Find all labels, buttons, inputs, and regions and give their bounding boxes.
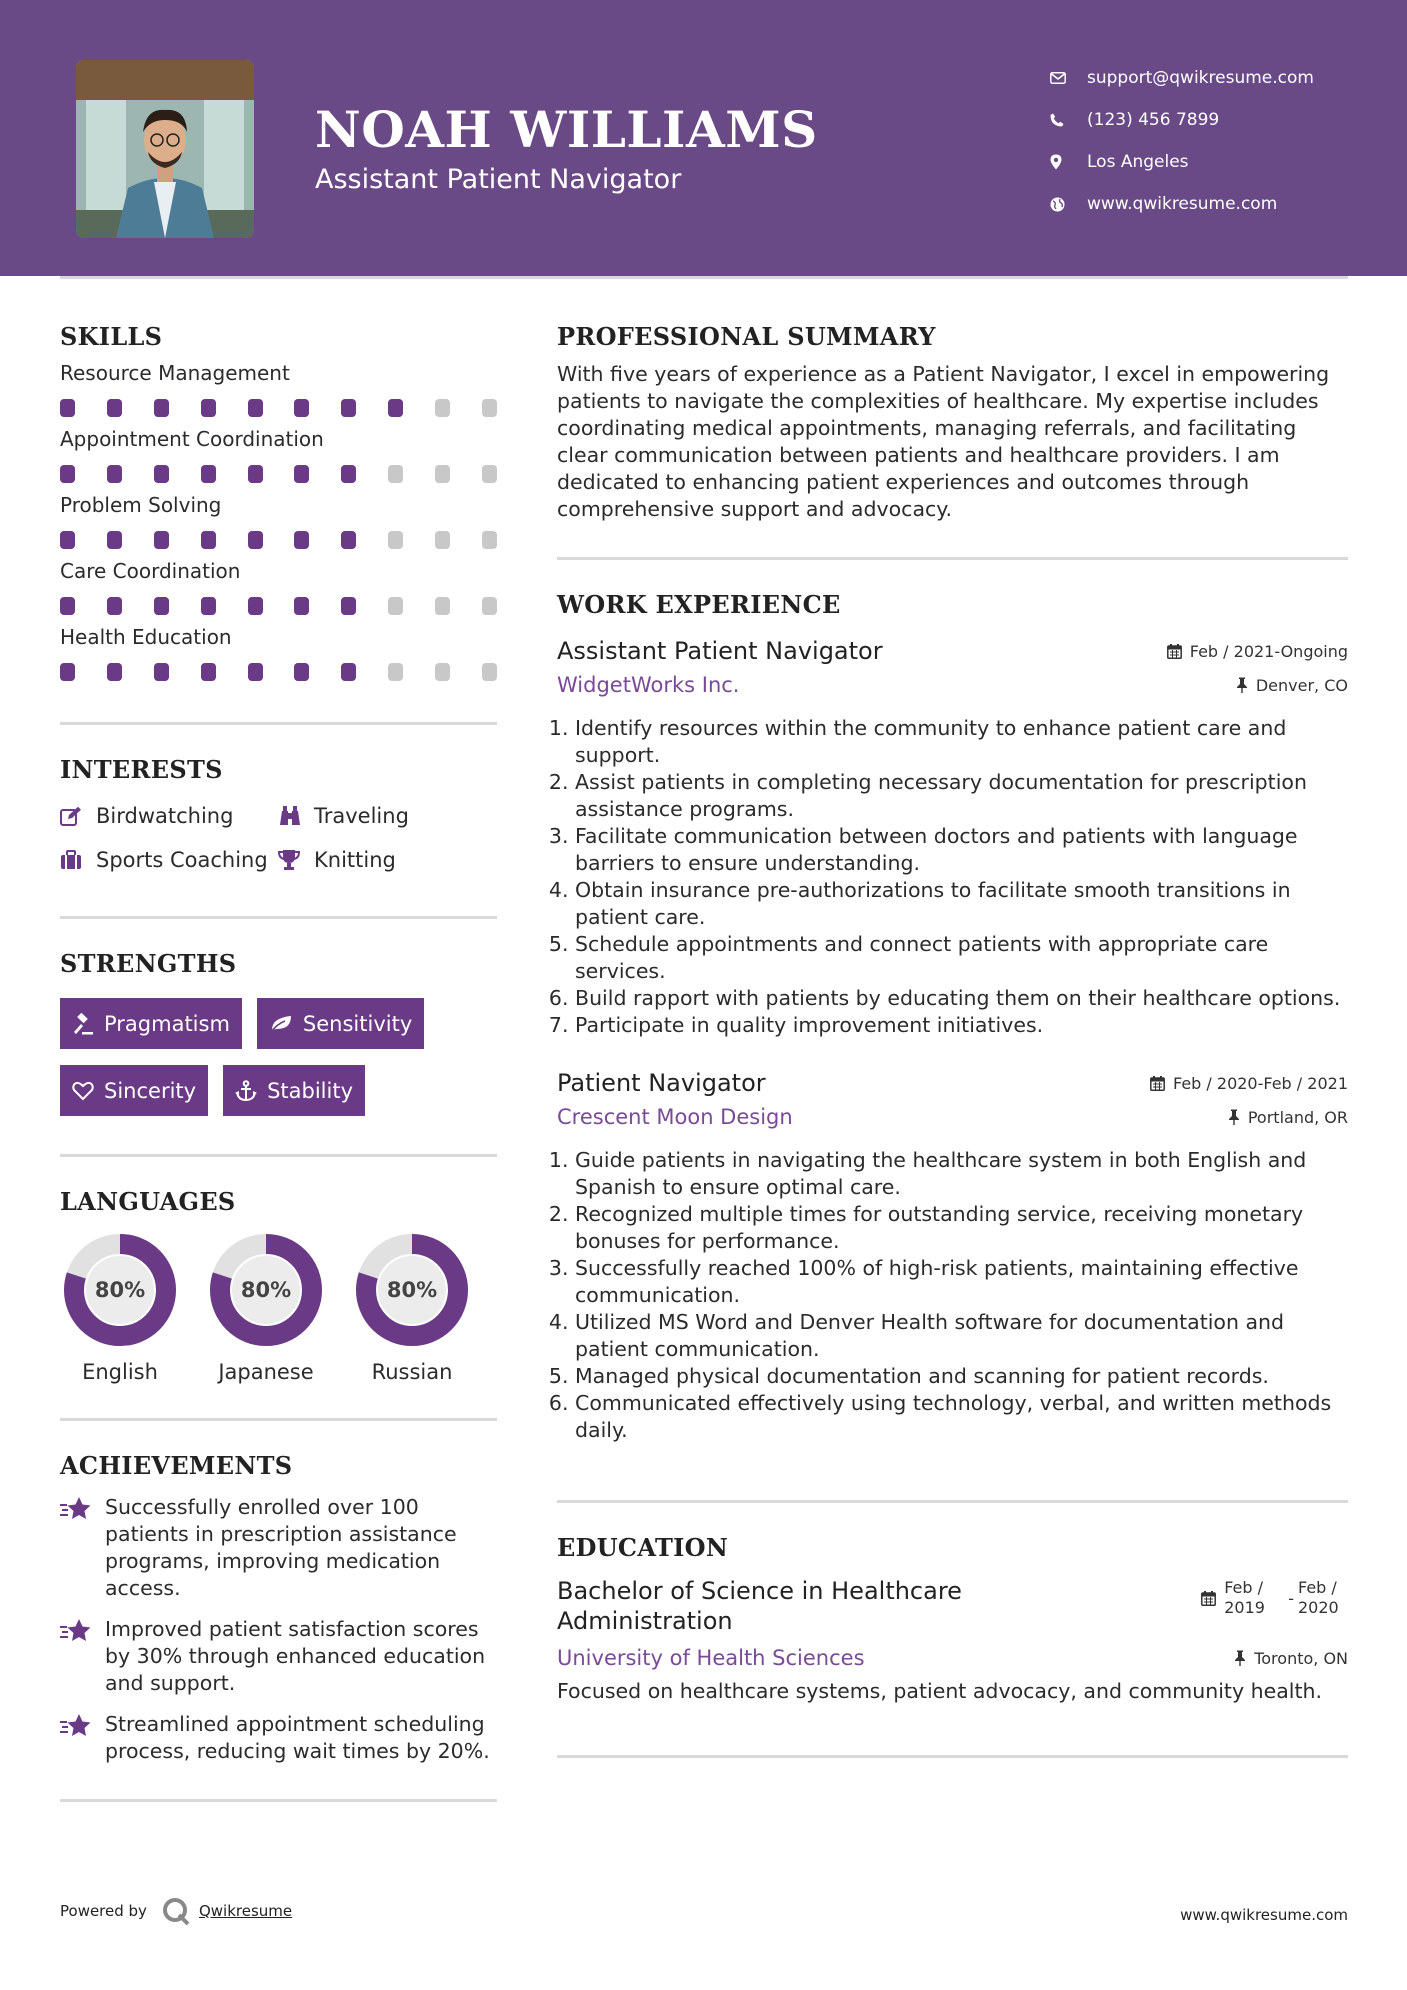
rating-dot-empty — [482, 465, 497, 483]
interest-item — [60, 804, 278, 828]
rating-dot-filled — [201, 663, 216, 681]
skill-rating — [60, 399, 497, 417]
leaf-icon — [269, 1014, 293, 1034]
job-entry — [557, 1069, 1348, 1444]
qwikresume-link[interactable]: Qwikresume — [198, 1902, 293, 1920]
rating-dot-filled — [107, 531, 122, 549]
skill-name: Problem Solving — [60, 493, 222, 517]
gavel-icon — [72, 1013, 94, 1035]
rating-dot-filled — [388, 399, 403, 417]
language-name: Russian — [371, 1360, 453, 1384]
pushpin-icon — [1228, 1109, 1240, 1125]
rating-dot-filled — [294, 399, 309, 417]
summary-title: PROFESSIONAL SUMMARY — [557, 322, 936, 351]
section-divider — [60, 1418, 497, 1421]
date-separator: - — [1288, 1588, 1294, 1608]
education-end: Feb / 2020 — [1298, 1578, 1339, 1617]
heart-icon — [72, 1081, 94, 1101]
rating-dot-filled — [154, 663, 169, 681]
footer-powered-by — [60, 1896, 292, 1926]
qwikresume-logo-icon — [161, 1896, 191, 1926]
globe-icon — [1050, 197, 1087, 212]
achievement-text: Streamlined appointment scheduling process, reducing wait times by 20%. — [105, 1712, 490, 1763]
rating-dot-empty — [435, 399, 450, 417]
education-title: EDUCATION — [557, 1533, 729, 1562]
resume-header — [0, 0, 1407, 276]
bullet-item: 1. Identify resources within the community to enhance patient care and support. — [575, 715, 1348, 769]
strength-label: Pragmatism — [104, 1011, 230, 1036]
left-column — [60, 300, 497, 1802]
section-divider — [60, 722, 497, 725]
section-divider — [60, 1154, 497, 1157]
rating-dot-filled — [201, 531, 216, 549]
rating-dot-empty — [435, 465, 450, 483]
skill-rating — [60, 663, 497, 681]
strength-badge — [60, 1065, 208, 1116]
strength-label: Sincerity — [104, 1078, 197, 1103]
interest-item — [60, 848, 278, 872]
skill-item — [60, 361, 497, 417]
rating-dot-empty — [388, 531, 403, 549]
rating-dot-filled — [341, 465, 356, 483]
languages-title: LANGUAGES — [60, 1187, 236, 1216]
bullet-item: 4. Utilized MS Word and Denver Health software for documentation and patient communication. — [575, 1309, 1348, 1363]
contact-phone[interactable] — [1050, 99, 1390, 141]
rating-dot-filled — [341, 597, 356, 615]
experience-section — [557, 590, 1348, 1444]
interest-item — [278, 848, 497, 872]
company-name: WidgetWorks Inc. — [557, 673, 740, 697]
interest-label: Knitting — [314, 848, 396, 872]
education-section — [557, 1533, 1348, 1705]
rating-dot-empty — [388, 465, 403, 483]
rating-dot-filled — [294, 663, 309, 681]
language-progress-ring — [352, 1230, 472, 1350]
rating-dot-filled — [60, 399, 75, 417]
strength-label: Sensitivity — [302, 1011, 413, 1036]
summary-section — [557, 322, 1348, 523]
rating-dot-empty — [388, 597, 403, 615]
rating-dot-empty — [388, 663, 403, 681]
contact-location — [1050, 141, 1390, 183]
job-title: Patient Navigator — [557, 1069, 766, 1097]
rating-dot-filled — [154, 399, 169, 417]
interest-label: Sports Coaching — [96, 848, 268, 872]
rating-dot-filled — [60, 465, 75, 483]
rating-dot-filled — [294, 597, 309, 615]
rating-dot-filled — [154, 531, 169, 549]
rating-dot-filled — [201, 465, 216, 483]
language-percent: 80% — [386, 1278, 438, 1302]
interest-item — [278, 804, 497, 828]
contact-phone-text: (123) 456 7899 — [1087, 110, 1220, 130]
bullet-item: 5. Managed physical documentation and scanning for patient records. — [575, 1363, 1348, 1390]
skill-rating — [60, 597, 497, 615]
star-icon — [60, 1494, 105, 1602]
rating-dot-filled — [248, 663, 263, 681]
skill-name: Health Education — [60, 625, 232, 649]
rating-dot-empty — [482, 531, 497, 549]
skill-name: Resource Management — [60, 361, 290, 385]
skill-rating — [60, 465, 497, 483]
achievements-title: ACHIEVEMENTS — [60, 1451, 293, 1480]
calendar-icon — [1150, 1076, 1165, 1091]
language-name: English — [82, 1360, 158, 1384]
star-icon — [60, 1616, 105, 1697]
job-dates — [1150, 1074, 1348, 1093]
language-item — [206, 1230, 326, 1384]
language-percent: 80% — [94, 1278, 146, 1302]
language-progress-ring — [206, 1230, 326, 1350]
section-divider — [60, 1799, 497, 1802]
profile-photo — [76, 60, 254, 238]
contact-website-text: www.qwikresume.com — [1087, 194, 1278, 214]
languages-section — [60, 1187, 497, 1384]
achievement-text: Improved patient satisfaction scores by 30% through enhanced education and support. — [105, 1617, 486, 1695]
section-divider — [557, 1500, 1348, 1503]
job-location-text: Denver, CO — [1255, 675, 1348, 695]
bullet-item: 6. Build rapport with patients by educating them on their healthcare options. — [575, 985, 1348, 1012]
rating-dot-filled — [294, 531, 309, 549]
job-dates-text: Feb / 2020-Feb / 2021 — [1173, 1074, 1348, 1093]
rating-dot-empty — [435, 663, 450, 681]
skill-name: Care Coordination — [60, 559, 241, 583]
interest-label: Birdwatching — [96, 804, 234, 828]
rating-dot-filled — [201, 597, 216, 615]
section-divider — [557, 557, 1348, 560]
bullet-item: 5. Schedule appointments and connect patients with appropriate care services. — [575, 931, 1348, 985]
education-start: Feb / 2019 — [1224, 1578, 1265, 1617]
rating-dot-filled — [248, 597, 263, 615]
section-divider — [557, 1755, 1348, 1758]
rating-dot-filled — [341, 531, 356, 549]
rating-dot-filled — [248, 399, 263, 417]
rating-dot-filled — [154, 465, 169, 483]
contact-location-text: Los Angeles — [1087, 152, 1189, 172]
achievements-section — [60, 1451, 497, 1765]
strength-badge — [257, 998, 424, 1049]
achievement-item — [60, 1494, 497, 1602]
education-description: Focused on healthcare systems, patient advocacy, and community health. — [557, 1679, 1322, 1703]
rating-dot-filled — [154, 597, 169, 615]
job-location — [1228, 1108, 1348, 1127]
achievement-item — [60, 1711, 497, 1765]
rating-dot-filled — [341, 663, 356, 681]
degree-title: Bachelor of Science in Healthcare Administration — [557, 1577, 962, 1635]
bullet-item: 3. Facilitate communication between doctors and patients with language barriers to ensure understanding. — [575, 823, 1348, 877]
bullet-item: 2. Recognized multiple times for outstanding service, receiving monetary bonuses for performance. — [575, 1201, 1348, 1255]
achievement-item — [60, 1616, 497, 1697]
section-divider — [60, 916, 497, 919]
job-dates-text: Feb / 2021-Ongoing — [1189, 642, 1348, 661]
rating-dot-filled — [60, 531, 75, 549]
education-location — [1234, 1649, 1348, 1668]
language-item — [352, 1230, 472, 1384]
candidate-name: NOAH WILLIAMS — [315, 100, 818, 159]
phone-icon — [1050, 113, 1087, 127]
pushpin-icon — [1236, 677, 1248, 693]
rating-dot-filled — [60, 597, 75, 615]
skill-rating — [60, 531, 497, 549]
rating-dot-filled — [107, 399, 122, 417]
job-entry — [557, 637, 1348, 1039]
skills-title: SKILLS — [60, 322, 163, 351]
language-name: Japanese — [218, 1360, 314, 1384]
job-location-text: Portland, OR — [1247, 1107, 1348, 1127]
briefcase-icon — [60, 850, 96, 870]
contact-list — [1050, 57, 1390, 225]
calendar-icon — [1201, 1591, 1216, 1606]
rating-dot-filled — [248, 465, 263, 483]
summary-text: With five years of experience as a Patient Navigator, I excel in empowering patients to navigate the complexities of healthcare. My expertise includes coordinating medical appointments, managing referrals, and facilitating clear communication between patients and healthcare providers. I am dedicated to enhancing patient experiences and outcomes through comprehensive support and advocacy. — [557, 362, 1330, 521]
school-name: University of Health Sciences — [557, 1646, 865, 1670]
bullet-item: 7. Participate in quality improvement initiatives. — [575, 1012, 1348, 1039]
trophy-icon — [278, 849, 314, 871]
company-name: Crescent Moon Design — [557, 1105, 793, 1129]
rating-dot-empty — [435, 597, 450, 615]
skill-item — [60, 493, 497, 549]
rating-dot-filled — [248, 531, 263, 549]
interest-label: Traveling — [314, 804, 409, 828]
location-icon — [1050, 154, 1087, 170]
education-dates — [1201, 1578, 1348, 1618]
email-icon — [1050, 72, 1087, 84]
rating-dot-empty — [435, 531, 450, 549]
bullet-item: 6. Communicated effectively using technology, verbal, and written methods daily. — [575, 1390, 1348, 1444]
bullet-item: 4. Obtain insurance pre-authorizations to facilitate smooth transitions in patient care. — [575, 877, 1348, 931]
rating-dot-empty — [482, 663, 497, 681]
skill-item — [60, 559, 497, 615]
achievement-text: Successfully enrolled over 100 patients in prescription assistance programs, improving medication access. — [105, 1495, 457, 1600]
strength-badge — [223, 1065, 365, 1116]
language-percent: 80% — [240, 1278, 292, 1302]
right-column — [557, 300, 1348, 1758]
rating-dot-filled — [107, 663, 122, 681]
job-bullets — [557, 715, 1348, 1039]
pushpin-icon — [1234, 1650, 1246, 1666]
bullet-item: 1. Guide patients in navigating the healthcare system in both English and Spanish to ensure optimal care. — [575, 1147, 1348, 1201]
language-progress-ring — [60, 1230, 180, 1350]
candidate-title: Assistant Patient Navigator — [315, 164, 682, 195]
rating-dot-filled — [201, 399, 216, 417]
interests-section — [60, 755, 497, 872]
binoculars-icon — [278, 805, 314, 827]
anchor-icon — [235, 1080, 257, 1102]
rating-dot-filled — [294, 465, 309, 483]
skill-item — [60, 625, 497, 681]
rating-dot-filled — [60, 663, 75, 681]
skills-section — [60, 322, 497, 681]
job-dates — [1167, 642, 1348, 661]
interests-title: INTERESTS — [60, 755, 223, 784]
rating-dot-filled — [107, 597, 122, 615]
language-item — [60, 1230, 180, 1384]
rating-dot-empty — [482, 399, 497, 417]
experience-title: WORK EXPERIENCE — [557, 590, 841, 619]
powered-by-label: Powered by — [60, 1902, 147, 1920]
header-divider — [60, 276, 1348, 279]
rating-dot-filled — [341, 399, 356, 417]
education-location-text: Toronto, ON — [1254, 1648, 1348, 1668]
job-bullets — [557, 1147, 1348, 1444]
skill-name: Appointment Coordination — [60, 427, 324, 451]
star-icon — [60, 1711, 105, 1765]
bullet-item: 3. Successfully reached 100% of high-risk patients, maintaining effective communication. — [575, 1255, 1348, 1309]
rating-dot-filled — [107, 465, 122, 483]
strength-badge — [60, 998, 242, 1049]
pencil-square-icon — [60, 806, 96, 826]
rating-dot-empty — [482, 597, 497, 615]
calendar-icon — [1167, 644, 1182, 659]
job-location — [1236, 676, 1348, 695]
strengths-title: STRENGTHS — [60, 949, 237, 978]
strengths-section — [60, 949, 497, 1116]
contact-email[interactable] — [1050, 57, 1390, 99]
skill-item — [60, 427, 497, 483]
contact-website[interactable] — [1050, 183, 1390, 225]
bullet-item: 2. Assist patients in completing necessary documentation for prescription assistance programs. — [575, 769, 1348, 823]
footer-website[interactable]: www.qwikresume.com — [1180, 1906, 1348, 1924]
strength-label: Stability — [267, 1078, 354, 1103]
job-title: Assistant Patient Navigator — [557, 637, 883, 665]
contact-email-text: support@qwikresume.com — [1087, 68, 1314, 88]
